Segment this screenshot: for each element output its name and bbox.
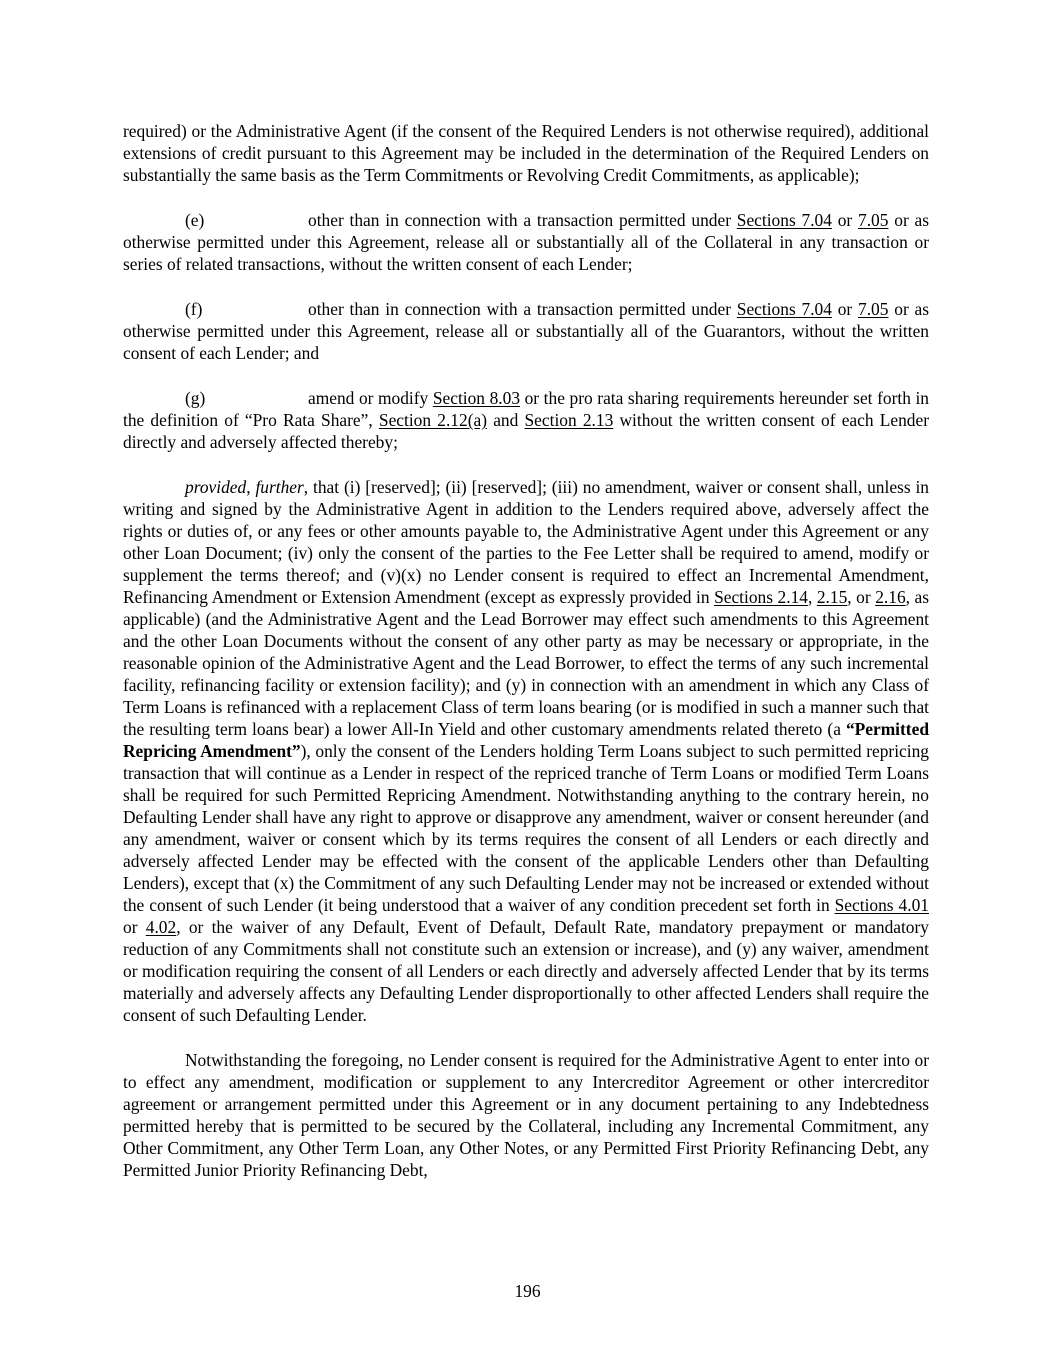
section-reference: Sections 7.04 bbox=[736, 210, 832, 230]
document-body bbox=[123, 120, 929, 1204]
text-segment: , as applicable) (and the Administrative Agent and the Lead Borrower may effect such amendments to this Agreement and the other Loan Documents without the consent of any other party as may be necessary or appropriate, in the reasonable opinion of the Administrative Agent and the Lead Borrower, to effect the terms of any such incremental facility, refinancing facility or extension facility); and (y) in connection with an amendment in which any Class of Term Loans is refinanced with a replacement Class of term loans bearing (or is modified in such a manner such that the resulting term loans bear) a lower All-In Yield and other customary amendments related thereto (a bbox=[123, 587, 930, 739]
text-segment: Notwithstanding the foregoing, no Lender consent is required for the Administrative Agent to enter into or to effect any amendment, modification or supplement to any Intercreditor Agreement or other intercreditor agreement or arrangement permitted under this Agreement or in any document pertaining to any Indebtedness permitted hereby that is permitted to be secured by the Collateral, including any Incremental Commitment, any Other Commitment, any Other Term Loan, any Other Notes, or any Permitted First Priority Refinancing Debt, any Permitted Junior Priority Refinancing Debt, bbox=[123, 1050, 929, 1180]
text-segment: “Permitted Repricing Amendment” bbox=[123, 719, 929, 761]
text-segment: amend or modify bbox=[308, 388, 433, 408]
text-segment: , bbox=[807, 587, 817, 607]
text-segment: or bbox=[831, 299, 859, 319]
text-segment: ), only the consent of the Lenders holding Term Loans subject to such permitted repricing transaction that will continue as a Lender in respect of the repriced tranche of Term Loans or modified Term Loans shall be required for such Permitted Repricing Amendment. Notwithstanding anything to the contrary herein, no Defaulting Lender shall have any right to approve or disapprove any amendment, waiver or consent hereunder (and any amendment, waiver or consent which by its terms requires the consent of all Lenders or each directly and adversely affected Lender may be effected with the consent of the applicable Lenders other than Defaulting Lenders), except that (x) the Commitment of any such Defaulting Lender may not be increased or extended without the consent of such Lender (it being understood that a waiver of any condition precedent set forth in bbox=[123, 741, 929, 915]
text-segment: and bbox=[487, 410, 525, 430]
section-reference: 7.05 bbox=[858, 299, 889, 319]
section-reference: Section 2.13 bbox=[524, 410, 614, 430]
paragraph bbox=[123, 298, 929, 364]
section-reference: 4.02 bbox=[145, 917, 177, 937]
paragraph-label: (g) bbox=[185, 388, 206, 408]
text-segment: or bbox=[831, 210, 859, 230]
section-reference: Sections 7.04 bbox=[736, 299, 832, 319]
text-segment: provided bbox=[185, 477, 247, 497]
text-segment: or the pro rata sharing requirements hereunder set forth in the definition of “Pro Rata Share”, bbox=[123, 388, 929, 430]
page-footer bbox=[0, 1280, 1055, 1302]
paragraph bbox=[123, 1049, 929, 1181]
paragraph bbox=[123, 209, 929, 275]
text-segment: or bbox=[123, 917, 146, 937]
text-segment: , or the waiver of any Default, Event of Default, Default Rate, mandatory prepayment or mandatory reduction of any Commitments shall not constitute such an extension or increase), and (y) any waiver, amendment or modification requiring the consent of all Lenders or each directly and adversely affected Lender that by its terms materially and adversely affects any Defaulting Lender disproportionally to other affected Lenders shall require the consent of such Defaulting Lender. bbox=[123, 917, 929, 1025]
text-segment: , that (i) [reserved]; (ii) [reserved]; (iii) no amendment, waiver or consent shall, unless in writing and signed by the Administrative Agent in addition to the Lenders required above, adversely affect the rights or duties of, or any fees or other amounts payable to, the Administrative Agent under this Agreement or any other Loan Document; (iv) only the consent of the parties to the Fee Letter shall be required to amend, modify or supplement the terms thereof; and (v)(x) no Lender consent is required to effect an Incremental Amendment, Refinancing Amendment or Extension Amendment (except as expressly provided in bbox=[123, 477, 930, 607]
text-segment: or as otherwise permitted under this Agreement, release all or substantially all of the Collateral in any transaction or series of related transactions, without the written consent of each Lender; bbox=[123, 210, 930, 274]
text-segment: other than in connection with a transaction permitted under bbox=[308, 299, 737, 319]
text-segment: , bbox=[246, 477, 256, 497]
paragraph bbox=[123, 387, 929, 453]
text-segment: without the written consent of each Lender directly and adversely affected thereby; bbox=[123, 410, 929, 452]
text-segment: required) or the Administrative Agent (if the consent of the Required Lenders is not otherwise required), additional extensions of credit pursuant to this Agreement may be included in the determination of the Required Lenders on substantially the same basis as the Term Commitments or Revolving Credit Commitments, as applicable); bbox=[123, 121, 929, 185]
section-reference: 2.16 bbox=[875, 587, 906, 607]
page-number: 196 bbox=[514, 1281, 541, 1301]
section-reference: 2.15 bbox=[816, 587, 848, 607]
text-segment: or as otherwise permitted under this Agreement, release all or substantially all of the Guarantors, without the written consent of each Lender; and bbox=[123, 299, 930, 363]
section-reference: Sections 2.14 bbox=[714, 587, 808, 607]
paragraph-label: (e) bbox=[185, 210, 205, 230]
text-segment: other than in connection with a transaction permitted under bbox=[308, 210, 737, 230]
text-segment: , or bbox=[847, 587, 876, 607]
paragraph bbox=[123, 476, 929, 1026]
section-reference: 7.05 bbox=[858, 210, 889, 230]
paragraph-label: (f) bbox=[185, 299, 203, 319]
section-reference: Sections 4.01 bbox=[834, 895, 929, 915]
section-reference: Section 8.03 bbox=[432, 388, 521, 408]
paragraph bbox=[123, 120, 929, 186]
text-segment: further bbox=[255, 477, 304, 497]
section-reference: Section 2.12(a) bbox=[378, 410, 487, 430]
